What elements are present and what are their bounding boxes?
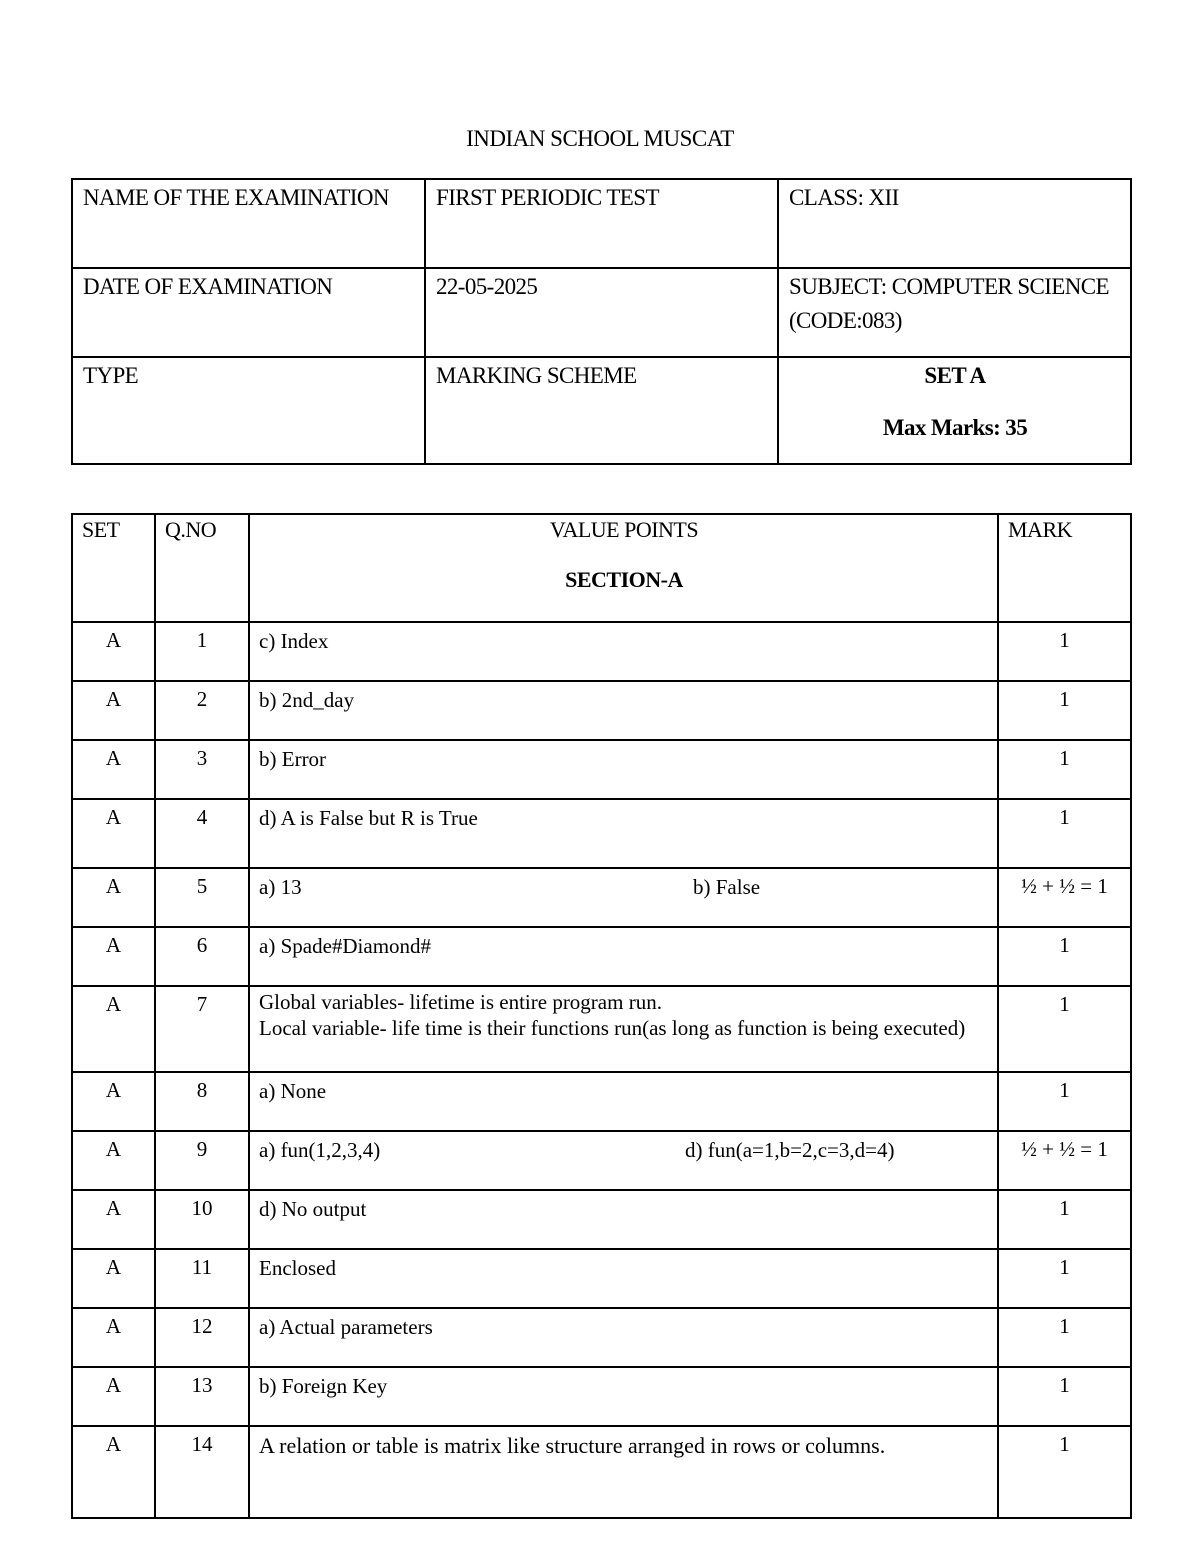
- row-value-text: c) Index: [259, 629, 329, 653]
- table-row: [72, 868, 1131, 927]
- row-qno: 8: [155, 1072, 249, 1131]
- row-value: [249, 1190, 998, 1249]
- row-mark: 1: [998, 1190, 1131, 1249]
- col-header-mark: MARK: [998, 514, 1131, 622]
- row-value: [249, 799, 998, 868]
- row-qno: 7: [155, 986, 249, 1072]
- row-mark: ½ + ½ = 1: [998, 1131, 1131, 1190]
- value-points-label: VALUE POINTS: [549, 517, 699, 542]
- row-set: A: [72, 681, 155, 740]
- row-set: A: [72, 740, 155, 799]
- table-header-row: [72, 514, 1131, 622]
- row-value-text: a) Spade#Diamond#: [259, 934, 432, 958]
- row-value: [249, 927, 998, 986]
- row-value: [249, 986, 998, 1072]
- row-mark: ½ + ½ = 1: [998, 868, 1131, 927]
- row-set: A: [72, 799, 155, 868]
- table-row: [72, 1190, 1131, 1249]
- row-qno: 11: [155, 1249, 249, 1308]
- row-mark: 1: [998, 1249, 1131, 1308]
- marking-scheme-table: [71, 513, 1132, 1519]
- row-value: [249, 740, 998, 799]
- school-name: INDIAN SCHOOL MUSCAT: [466, 126, 734, 151]
- row-qno: 2: [155, 681, 249, 740]
- row-value-text: a) Actual parameters: [259, 1315, 433, 1339]
- set-cell: [778, 357, 1131, 464]
- row-set: A: [72, 1367, 155, 1426]
- row-mark: 1: [998, 740, 1131, 799]
- exam-date-value: 22-05-2025: [425, 268, 778, 357]
- row-value: [249, 868, 998, 927]
- row-value-text: b) Foreign Key: [259, 1374, 388, 1398]
- row-set: A: [72, 622, 155, 681]
- row-set: A: [72, 1249, 155, 1308]
- row-set: A: [72, 927, 155, 986]
- table-row: [72, 1131, 1131, 1190]
- row-mark: 1: [998, 1072, 1131, 1131]
- type-value: MARKING SCHEME: [425, 357, 778, 464]
- exam-name-value: FIRST PERIODIC TEST: [425, 179, 778, 268]
- row-qno: 9: [155, 1131, 249, 1190]
- col-header-qno: Q.NO: [155, 514, 249, 622]
- row-qno: 5: [155, 868, 249, 927]
- section-label: SECTION-A: [565, 567, 683, 592]
- exam-info-row-date: [72, 268, 1131, 357]
- row-qno: 13: [155, 1367, 249, 1426]
- row-qno: 1: [155, 622, 249, 681]
- set-label: SET A: [924, 363, 986, 388]
- row-value: [249, 1249, 998, 1308]
- row-value-text: Global variables- lifetime is entire program run.: [259, 990, 662, 1014]
- row-set: A: [72, 868, 155, 927]
- row-qno: 4: [155, 799, 249, 868]
- exam-name-label: NAME OF THE EXAMINATION: [72, 179, 425, 268]
- table-row: [72, 622, 1131, 681]
- row-value-second-line: Local variable- life time is their functions run(as long as function is being executed): [259, 1016, 966, 1040]
- exam-info-table: [71, 178, 1132, 465]
- table-row: [72, 681, 1131, 740]
- row-mark: 1: [998, 1426, 1131, 1518]
- row-value-right-text: b) False: [693, 875, 761, 899]
- row-mark: 1: [998, 986, 1131, 1072]
- row-qno: 3: [155, 740, 249, 799]
- table-row: [72, 740, 1131, 799]
- row-mark: 1: [998, 927, 1131, 986]
- row-value-text: a) 13: [259, 875, 302, 899]
- max-marks: Max Marks: 35: [882, 415, 1028, 440]
- row-value-text: d) A is False but R is True: [259, 806, 478, 830]
- row-mark: 1: [998, 681, 1131, 740]
- row-qno: 6: [155, 927, 249, 986]
- table-row: [72, 1249, 1131, 1308]
- row-mark: 1: [998, 1308, 1131, 1367]
- row-value: [249, 1131, 998, 1190]
- table-row: [72, 1367, 1131, 1426]
- row-value-text: a) None: [259, 1079, 327, 1103]
- exam-date-label: DATE OF EXAMINATION: [72, 268, 425, 357]
- row-value-text: a) fun(1,2,3,4): [259, 1138, 381, 1162]
- row-set: A: [72, 1308, 155, 1367]
- row-set: A: [72, 1426, 155, 1518]
- row-qno: 10: [155, 1190, 249, 1249]
- exam-info-row-exam: [72, 179, 1131, 268]
- row-set: A: [72, 1190, 155, 1249]
- row-value: [249, 1308, 998, 1367]
- row-set: A: [72, 986, 155, 1072]
- row-qno: 12: [155, 1308, 249, 1367]
- row-value: [249, 1367, 998, 1426]
- exam-info-row-type: [72, 357, 1131, 464]
- type-label: TYPE: [72, 357, 425, 464]
- row-qno: 14: [155, 1426, 249, 1518]
- col-header-set: SET: [72, 514, 155, 622]
- row-value-text: A relation or table is matrix like structure arranged in rows or columns.: [259, 1433, 886, 1458]
- subject-value: SUBJECT: COMPUTER SCIENCE (CODE:083): [778, 268, 1131, 357]
- class-value: CLASS: XII: [778, 179, 1131, 268]
- row-set: A: [72, 1131, 155, 1190]
- row-value-text: b) 2nd_day: [259, 688, 355, 712]
- row-value-text: b) Error: [259, 747, 327, 771]
- table-row: [72, 986, 1131, 1072]
- col-header-value: [249, 514, 998, 622]
- table-row: [72, 799, 1131, 868]
- table-row: [72, 1426, 1131, 1518]
- row-value-right-text: d) fun(a=1,b=2,c=3,d=4): [685, 1138, 895, 1162]
- row-value: [249, 1072, 998, 1131]
- table-row: [72, 927, 1131, 986]
- row-mark: 1: [998, 799, 1131, 868]
- table-row: [72, 1308, 1131, 1367]
- row-mark: 1: [998, 1367, 1131, 1426]
- row-mark: 1: [998, 622, 1131, 681]
- row-value-text: d) No output: [259, 1197, 367, 1221]
- row-value: [249, 1426, 998, 1518]
- row-value-text: Enclosed: [259, 1256, 336, 1280]
- table-row: [72, 1072, 1131, 1131]
- row-value: [249, 622, 998, 681]
- row-value: [249, 681, 998, 740]
- row-set: A: [72, 1072, 155, 1131]
